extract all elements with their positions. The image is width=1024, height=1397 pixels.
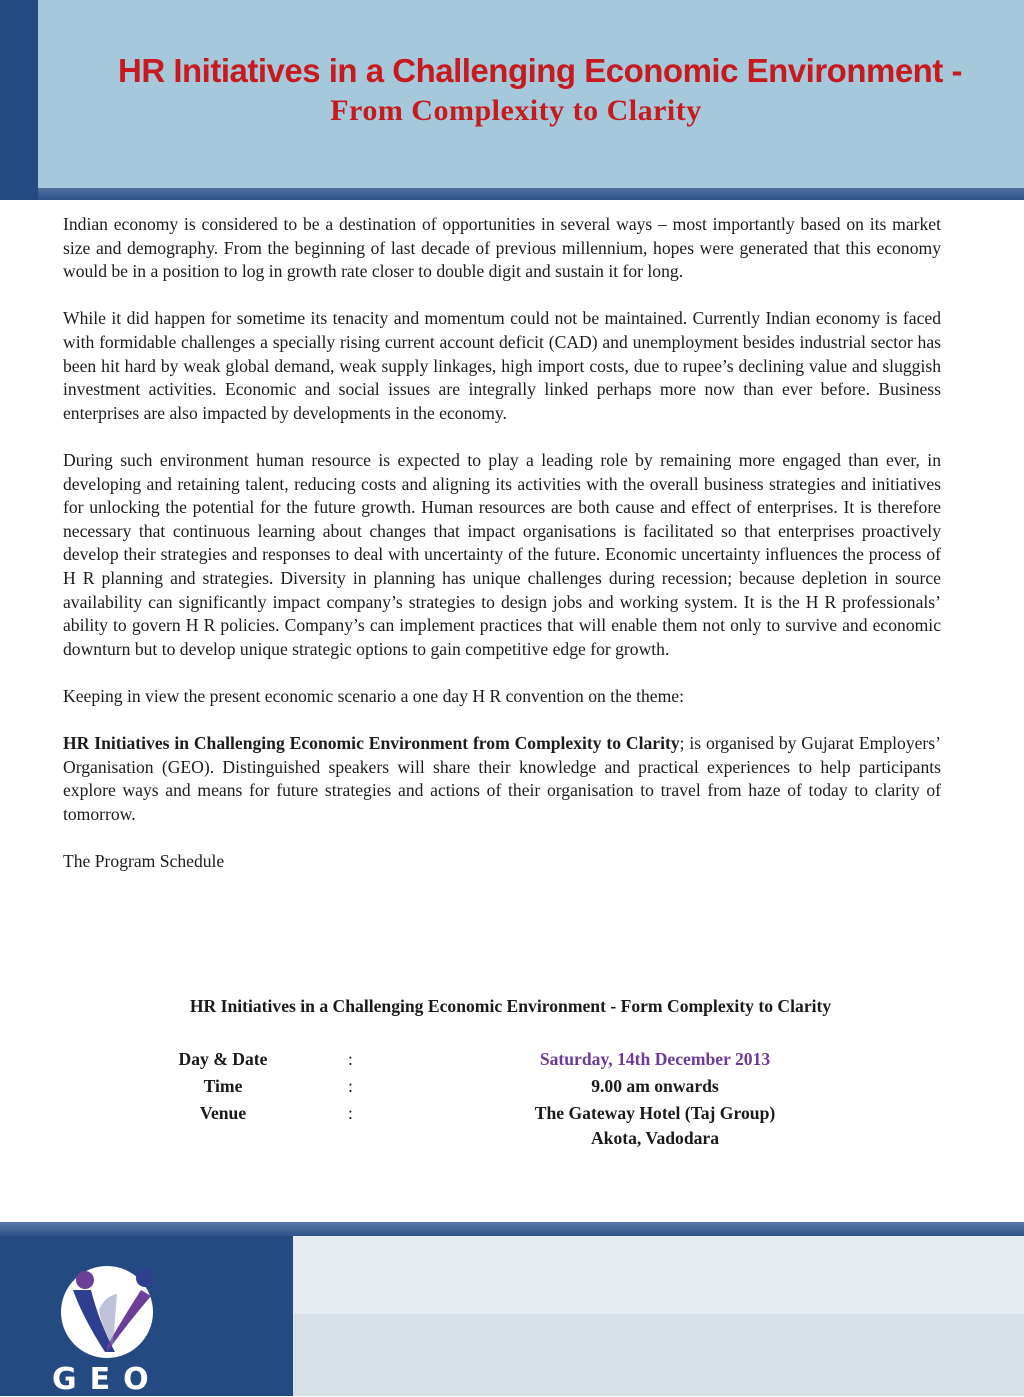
schedule-label-time: Time — [203, 1076, 243, 1096]
schedule-colon: : — [348, 1049, 353, 1069]
paragraph-1: Indian economy is considered to be a destination of opportunities in several ways – most importantly based on its market size and demography. From the beginning of last decade of previous millennium, hopes were generated that this economy would be in a position to log in growth rate closer to double digit and sustain it for long. — [63, 214, 941, 282]
schedule-value-venue-line2: Akota, Vadodara — [590, 1128, 720, 1148]
footer-panel-highlight — [293, 1236, 1024, 1314]
theme-title: HR Initiatives in Challenging Economic Environment from Complexity to Clarity — [63, 733, 680, 754]
paragraph-5-text: ; is organised by Gujarat Employers’ Organisation (GEO). Distinguished speakers will share their knowledge and practical experiences to help participants explore ways and means for future strategies and actions of their organisation to travel from haze of today to clarity of tomorrow. — [63, 733, 941, 824]
page-subtitle: From Complexity to Clarity — [330, 94, 702, 127]
logo-text: GEO — [52, 1362, 162, 1397]
schedule-colon: : — [348, 1103, 353, 1123]
schedule-value-time: 9.00 am onwards — [591, 1076, 719, 1096]
document-body — [63, 213, 941, 897]
geo-logo-icon — [55, 1260, 165, 1360]
schedule-title: HR Initiatives in a Challenging Economic Environment - Form Complexity to Clarity — [189, 996, 832, 1016]
paragraph-4: Keeping in view the present economic scenario a one day H R convention on the theme: — [63, 685, 684, 706]
schedule-value-venue: The Gateway Hotel (Taj Group) — [534, 1103, 776, 1123]
schedule-value-date: Saturday, 14th December 2013 — [539, 1049, 771, 1069]
footer-stripe — [0, 1222, 1024, 1236]
header-stripe — [38, 188, 1024, 200]
paragraph-3: During such environment human resource is expected to play a leading role by remaining more engaged than ever, in developing and retaining talent, reducing costs and aligning its activities with the overall business strategies and initiatives for unlocking the potential for the future growth. Human resources are both cause and effect of enterprises. It is therefore necessary that continuous learning about changes that impact organisations is facilitated so that enterprises proactively develop their strategies and responses to deal with uncertainty of the future. Economic uncertainty influences the process of H R planning and strategies. Diversity in planning has unique challenges during recession; because depletion in source availability can significantly impact company’s strategies to design jobs and working system. It is the H R professionals’ ability to govern H R policies. Company’s can implement practices that will enable them not only to survive and economic downturn but to develop unique strategic options to gain competitive edge for growth. — [63, 449, 941, 659]
program-heading: The Program Schedule — [63, 851, 225, 872]
schedule-label-venue: Venue — [199, 1103, 247, 1123]
page-title: HR Initiatives in a Challenging Economic Environment - — [118, 52, 962, 89]
paragraph-2: While it did happen for sometime its tenacity and momentum could not be maintained. Currently Indian economy is faced with formidable challenges a specially rising current account deficit (CAD) and unemployment besides industrial sector has been hit hard by weak global demand, weak supply linkages, high import costs, due to rupee’s declining value and sluggish investment activities. Economic and social issues are integrally linked perhaps more now than ever before. Business enterprises are also impacted by developments in the economy. — [63, 308, 941, 423]
paragraph-5 — [63, 732, 941, 826]
schedule-colon: : — [348, 1076, 353, 1096]
schedule-label-date: Day & Date — [178, 1049, 268, 1069]
